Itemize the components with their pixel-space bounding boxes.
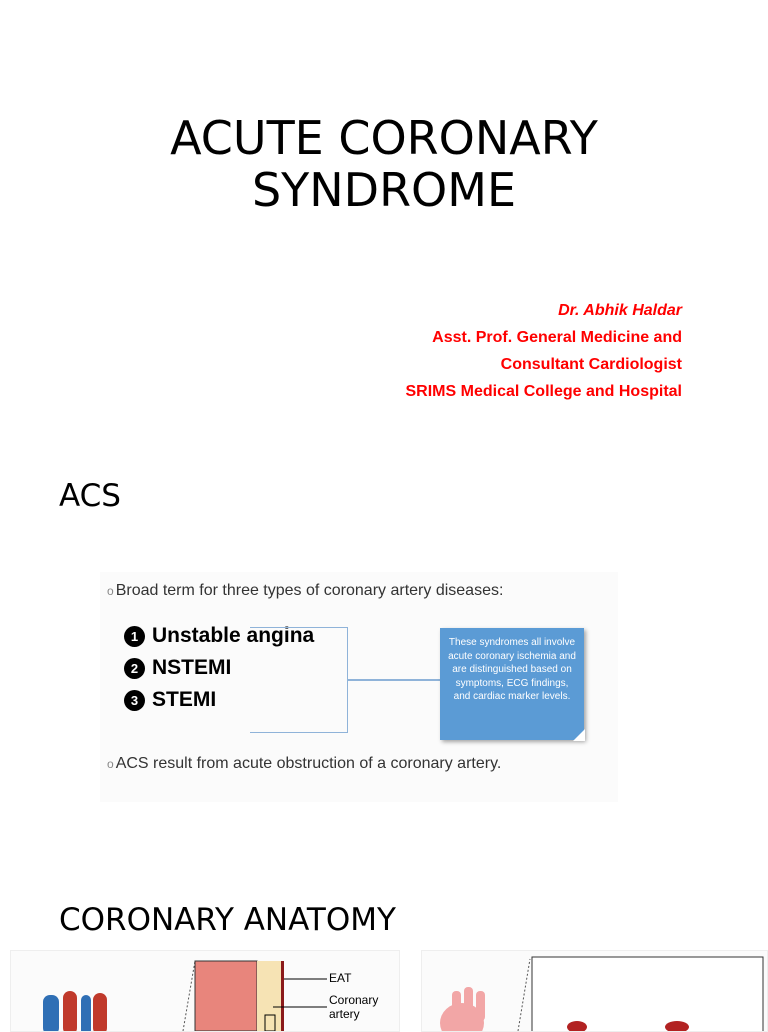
anatomy-title: CORONARY ANATOMY (59, 902, 396, 938)
acs-figure (100, 572, 618, 802)
number-badge: 2 (124, 658, 145, 679)
number-badge: 3 (124, 690, 145, 711)
aorta-shape (63, 991, 77, 1031)
epicardial-fat-layer (257, 961, 281, 1031)
pericardium-line (281, 961, 284, 1031)
author-institution: SRIMS Medical College and Hospital (405, 383, 682, 400)
note-callout (440, 628, 584, 740)
connector-line (348, 679, 440, 681)
number-badge: 1 (124, 626, 145, 647)
title-slide (0, 0, 768, 460)
title-line-2: SYNDROME (251, 163, 517, 217)
vein-shape (81, 995, 91, 1031)
bullet-definition (107, 582, 503, 600)
anatomy-image-right (421, 950, 768, 1032)
bullet-marker-icon: o (107, 584, 114, 598)
type-label: NSTEMI (152, 656, 232, 679)
author-name: Dr. Abhik Haldar (558, 302, 682, 319)
vena-cava-shape (43, 995, 59, 1031)
slide-title (0, 112, 768, 216)
zoom-guide-line (518, 959, 530, 1031)
bullet-marker-icon: o (107, 757, 114, 771)
eat-label: EAT (329, 971, 352, 985)
artery-shape (93, 993, 107, 1031)
bullet-definition-text: Broad term for three types of coronary artery diseases: (115, 582, 504, 599)
type-label: Unstable angina (152, 624, 315, 647)
zoom-panel (532, 957, 763, 1031)
heart-illustration (422, 951, 767, 1031)
vessel-shape (464, 987, 473, 1021)
bullet-cause-text: ACS result from acute obstruction of a coronary artery. (115, 755, 502, 772)
author-position: Asst. Prof. General Medicine and (432, 329, 682, 346)
coronary-label-line2: artery (329, 1007, 360, 1021)
zoom-guide-line (183, 961, 195, 1031)
note-fold-corner (573, 729, 585, 741)
bullet-cause (107, 755, 501, 773)
vessel-shape (452, 991, 461, 1021)
anatomy-slide (0, 890, 768, 1024)
acs-title: ACS (59, 478, 121, 514)
acs-slide (0, 460, 768, 890)
type-label: STEMI (152, 688, 217, 711)
author-role: Consultant Cardiologist (500, 356, 682, 373)
vessel-shape (476, 991, 485, 1021)
coronary-label-line1: Coronary (329, 993, 379, 1007)
grouping-bracket (250, 627, 348, 733)
note-text: These syndromes all involve acute coronary ischemia and are distinguished based on symptoms, ECG findings, and cardiac marker levels. (448, 637, 576, 702)
myocardium-layer (195, 961, 257, 1031)
author-block (406, 297, 683, 405)
anatomy-image-left (10, 950, 400, 1032)
title-line-1: ACUTE CORONARY (170, 111, 598, 165)
